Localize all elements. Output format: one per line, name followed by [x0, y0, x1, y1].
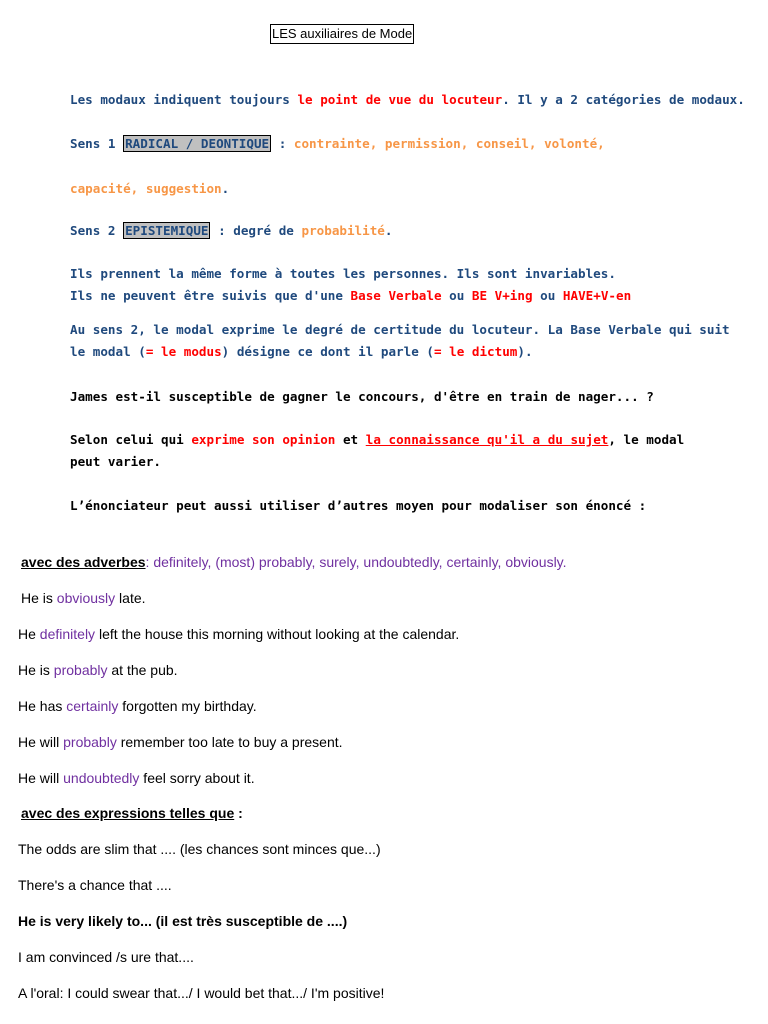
intro-text-a: Les modaux indiquent toujours [70, 92, 298, 107]
expressions-heading-line [21, 804, 243, 822]
opinion-e: , le modal [608, 432, 685, 447]
adverb-item: certainly [446, 554, 498, 570]
sens1-label: Sens 1 [70, 136, 124, 151]
sens2-detail-line2 [70, 341, 533, 363]
have-ven: HAVE+V-en [562, 288, 632, 303]
adverb-separator: , [311, 554, 320, 570]
dictum: = le dictum [433, 344, 518, 359]
adverbs-colon: : [145, 554, 154, 570]
example-adverb: definitely [39, 626, 96, 642]
intro-highlight: le point de vue du locuteur [297, 92, 503, 107]
adverb-item: surely [319, 554, 356, 570]
expression-item: The odds are slim that .... (les chances sont minces que...) [18, 841, 381, 857]
expression-item: There's a chance that .... [18, 877, 172, 893]
example-sentence [18, 625, 459, 643]
modus: = le modus [145, 344, 222, 359]
sens1-line2 [70, 178, 229, 200]
example-text: He has [18, 698, 67, 714]
opinion-line2: peut varier. [70, 454, 161, 469]
opinion-line1 [70, 429, 684, 451]
sens2-detail-a: le modal ( [70, 344, 146, 359]
opinion-underlined: la connaissance qu'il a du sujet [365, 432, 609, 447]
opinion-highlight: exprime son opinion [191, 432, 336, 447]
expressions-heading: avec des expressions telles que [21, 805, 235, 821]
expression-item: A l'oral: I could swear that.../ I would bet that.../ I'm positive! [18, 985, 385, 1001]
sens2-end: . [384, 223, 393, 238]
invariable-text-a: Ils ne peuvent être suivis que d'une [70, 288, 351, 303]
example-adverb: undoubtedly [63, 770, 140, 786]
example-text: He will [18, 734, 64, 750]
example-text: forgotten my birthday. [118, 698, 257, 714]
example-adverb: certainly [66, 698, 119, 714]
example-text: He is [21, 590, 57, 606]
expression-item: He is very likely to... (il est très susceptible de ....) [18, 913, 348, 929]
invariable-or-2: ou [532, 288, 563, 303]
base-verbale: Base Verbale [350, 288, 442, 303]
invariable-line1: Ils prennent la même forme à toutes les personnes. Ils sont invariables. [70, 266, 616, 281]
expression-item: I am convinced /s ure that.... [18, 949, 194, 965]
invariable-line2 [70, 285, 631, 307]
example-sentence [18, 661, 178, 679]
opinion-c: et [335, 432, 366, 447]
example-text: He will [18, 770, 64, 786]
example-text: left the house this morning without looking at the calendar. [95, 626, 460, 642]
adverb-separator: , [207, 554, 216, 570]
sens1-list-line2: capacité, suggestion [70, 181, 222, 196]
example-text: remember too late to buy a present. [116, 734, 343, 750]
example-sentence [18, 733, 343, 751]
sens1-list-line1: contrainte, permission, conseil, volonté, [293, 136, 605, 151]
adverbs-heading-line [21, 553, 567, 571]
sens1-colon: : [271, 136, 294, 151]
invariable-or-1: ou [441, 288, 472, 303]
page-title: LES auxiliaires de Mode [270, 24, 414, 44]
sens2-line [70, 220, 392, 242]
example-text: He is [18, 662, 54, 678]
sens1-line [70, 133, 605, 155]
adverb-item: obviously [505, 554, 563, 570]
example-text: late. [115, 590, 146, 606]
example-sentence [21, 589, 146, 607]
be-ving: BE V+ing [471, 288, 533, 303]
sens2-detail-e: ). [517, 344, 533, 359]
sens2-prob: probabilité [301, 223, 385, 238]
sens2-detail-c: ) désigne ce dont il parle ( [221, 344, 434, 359]
example-text: at the pub. [107, 662, 178, 678]
adverb-separator: , [497, 554, 506, 570]
example-adverb: probably [63, 734, 117, 750]
sens1-end: . [221, 181, 230, 196]
adverb-item: definitely [153, 554, 208, 570]
sens1-box: RADICAL / DEONTIQUE [125, 136, 270, 151]
adverb-separator: , [438, 554, 447, 570]
example-sentence [18, 769, 255, 787]
sens2-label: Sens 2 [70, 223, 124, 238]
adverb-separator: . [562, 554, 567, 570]
example-adverb: probably [53, 662, 108, 678]
expressions-colon: : [234, 805, 243, 821]
example-adverb: obviously [56, 590, 116, 606]
adverb-item: (most) probably [215, 554, 312, 570]
adverb-item: undoubtedly [363, 554, 439, 570]
question-line: James est-il susceptible de gagner le concours, d'être en train de nager... ? [70, 389, 654, 404]
enonciateur-line: L’énonciateur peut aussi utiliser d’autres moyen pour modaliser son énoncé : [70, 498, 647, 513]
adverbs-heading: avec des adverbes [21, 554, 146, 570]
intro-paragraph [70, 89, 745, 111]
adverb-separator: , [355, 554, 364, 570]
example-sentence [18, 697, 257, 715]
opinion-a: Selon celui qui [70, 432, 192, 447]
adverbs-list [153, 554, 566, 570]
example-text: He [18, 626, 40, 642]
sens2-box: EPISTEMIQUE [125, 223, 209, 238]
sens2-detail-line1: Au sens 2, le modal exprime le degré de certitude du locuteur. La Base Verbale qui suit [70, 322, 730, 337]
example-text: feel sorry about it. [139, 770, 255, 786]
intro-text-c: . Il y a 2 catégories de modaux. [502, 92, 745, 107]
sens2-mid: : degré de [210, 223, 302, 238]
